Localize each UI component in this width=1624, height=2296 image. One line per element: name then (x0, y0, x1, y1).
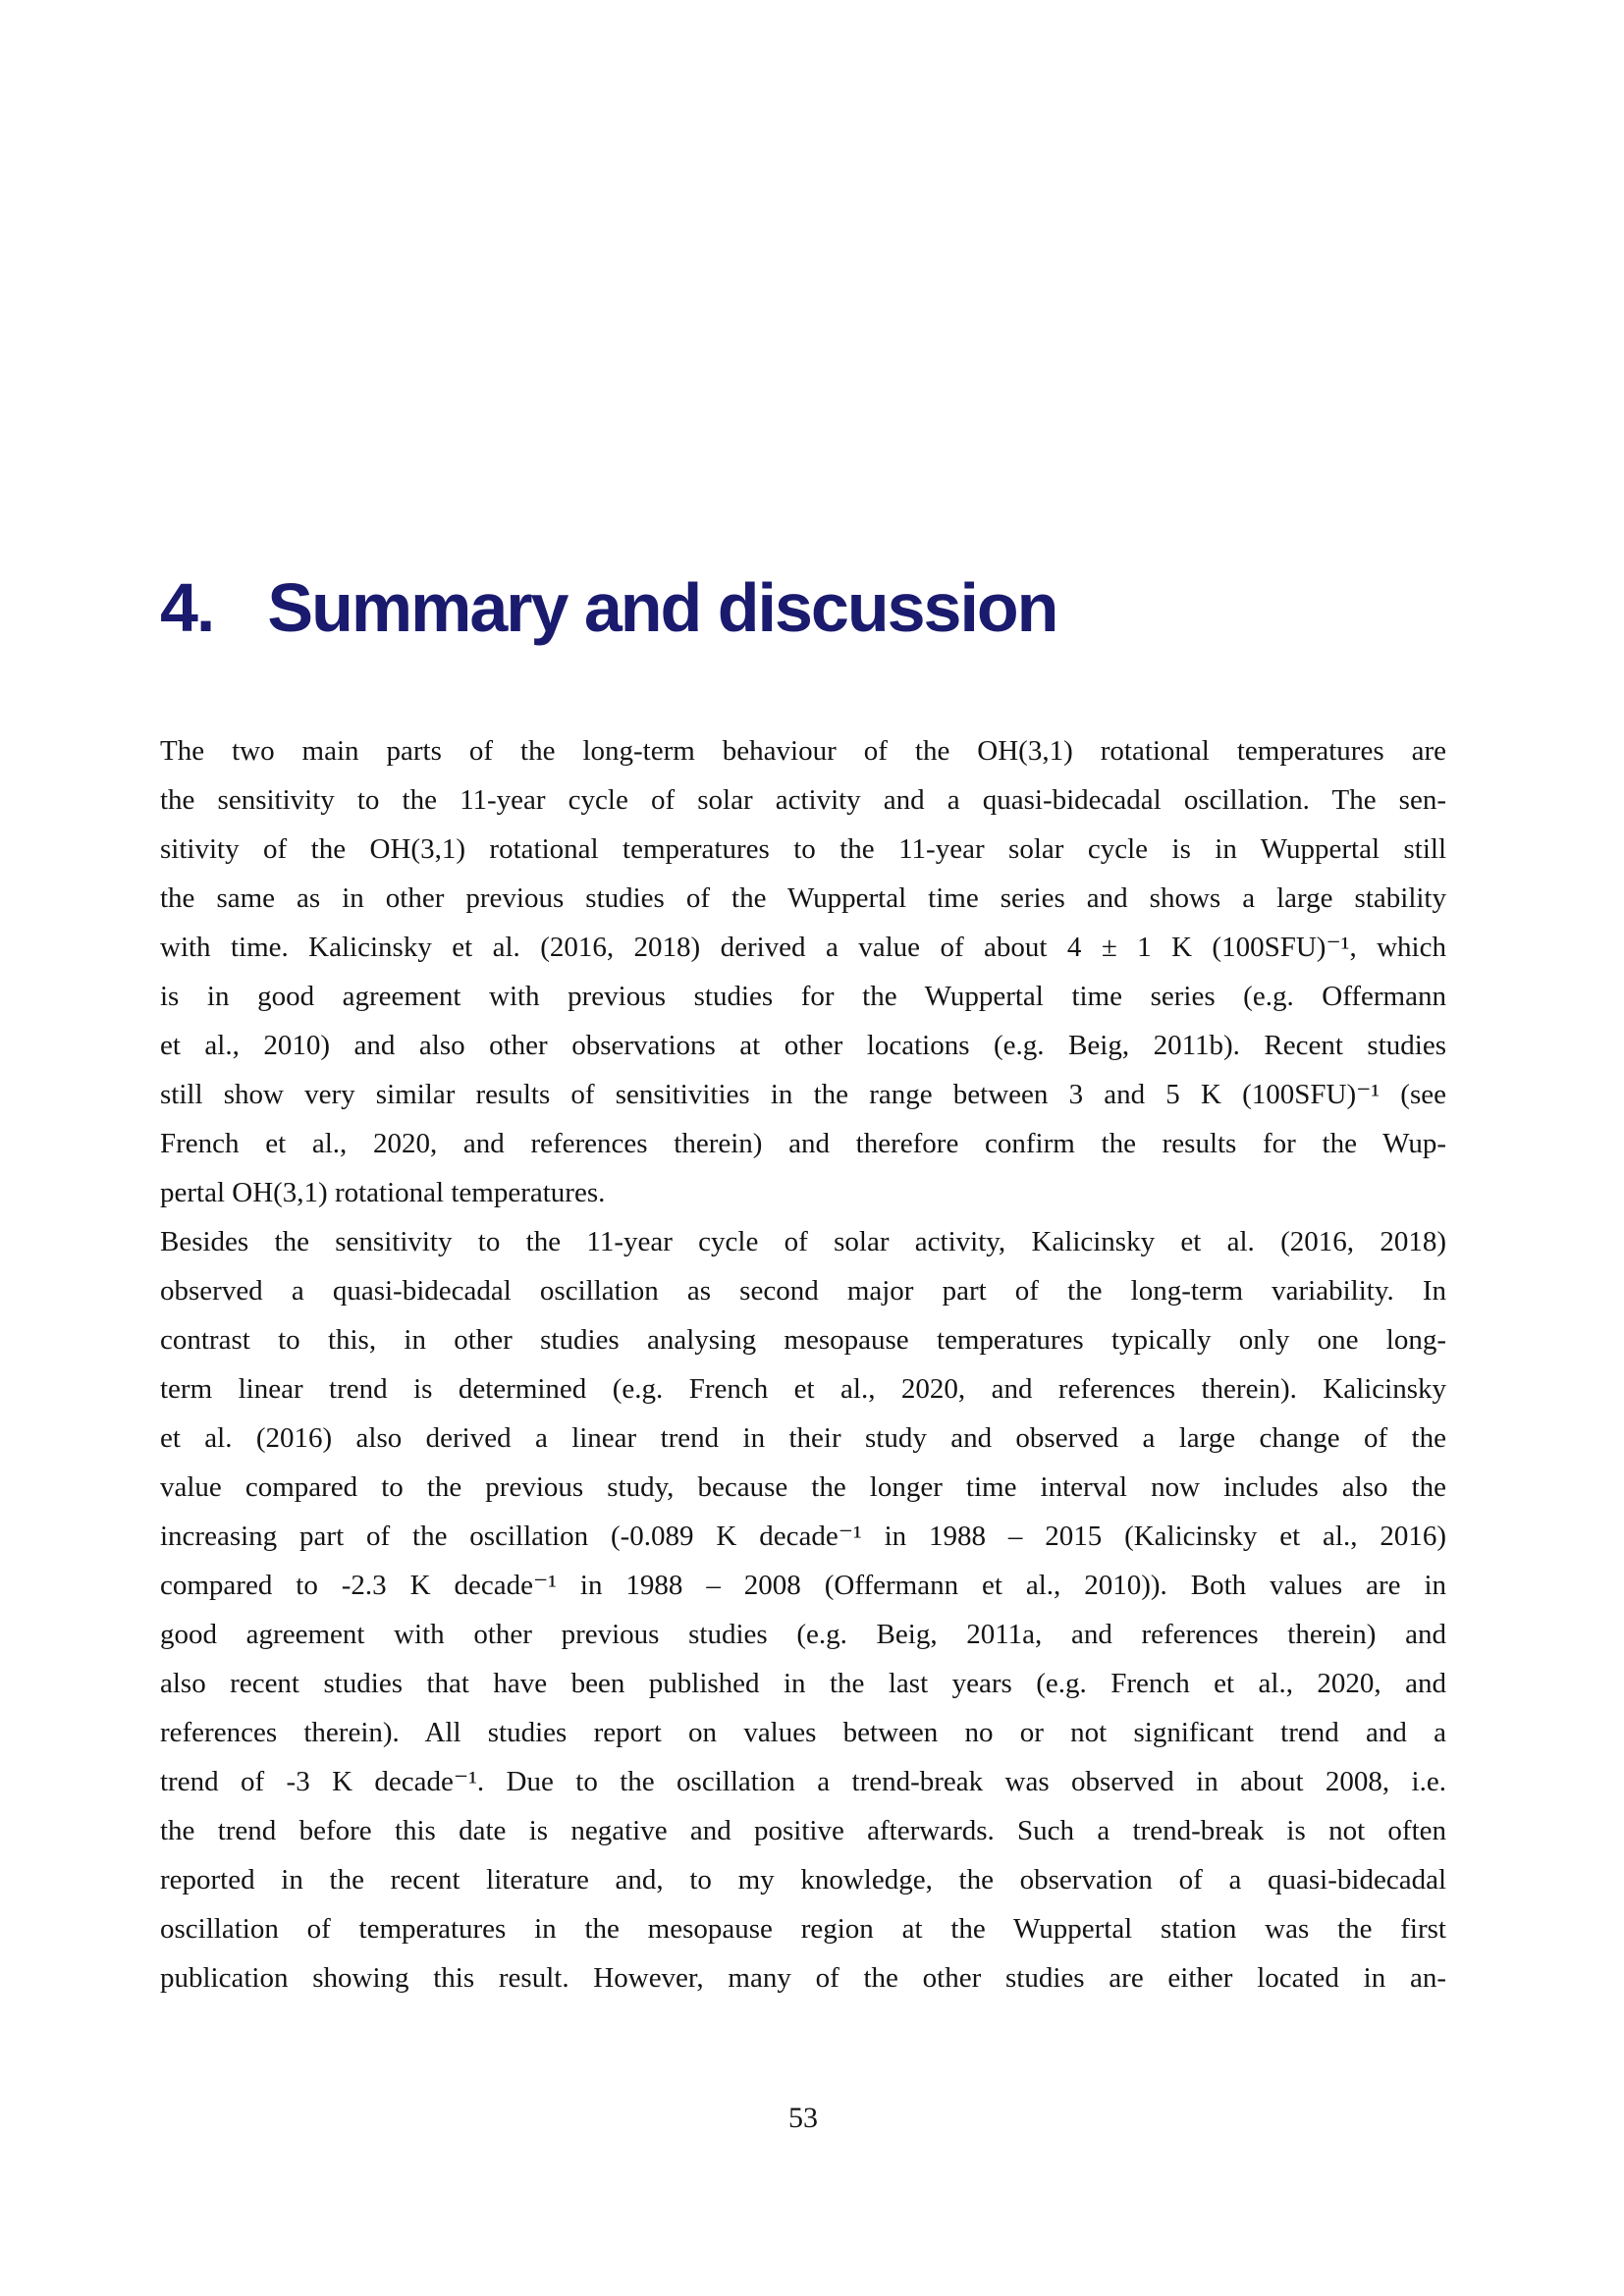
text-line: the trend before this date is negative and positive afterwards. Such a trend-break is not often (160, 1815, 1446, 1846)
text-line: value compared to the previous study, because the longer time interval now includes also the (160, 1471, 1446, 1503)
text-line: the same as in other previous studies of the Wuppertal time series and shows a large stability (160, 882, 1446, 914)
text-line: observed a quasi-bidecadal oscillation as second major part of the long-term variability. In (160, 1275, 1446, 1307)
paragraph (160, 726, 1446, 1217)
text-line: Besides the sensitivity to the 11-year cycle of solar activity, Kalicinsky et al. (2016, 2018) (160, 1226, 1446, 1257)
text-line: pertal OH(3,1) rotational temperatures. (160, 1177, 606, 1208)
page-number: 53 (788, 2102, 818, 2134)
paragraph (160, 1217, 1446, 2002)
text-line: compared to -2.3 K decade⁻¹ in 1988 – 2008 (Offermann et al., 2010)). Both values are in (160, 1570, 1446, 1601)
chapter-heading (160, 569, 1057, 646)
text-line: et al., 2010) and also other observations at other locations (e.g. Beig, 2011b). Recent studies (160, 1030, 1446, 1061)
text-line: good agreement with other previous studies (e.g. Beig, 2011a, and references therein) and (160, 1619, 1446, 1650)
text-line: still show very similar results of sensitivities in the range between 3 and 5 K (100SFU)⁻¹ (see (160, 1079, 1446, 1110)
text-line: trend of -3 K decade⁻¹. Due to the oscillation a trend-break was observed in about 2008, i.e. (160, 1766, 1446, 1797)
text-line: increasing part of the oscillation (-0.089 K decade⁻¹ in 1988 – 2015 (Kalicinsky et al., 2016) (160, 1521, 1446, 1552)
body-text (160, 726, 1446, 2002)
text-line: also recent studies that have been published in the last years (e.g. French et al., 2020, and (160, 1668, 1446, 1699)
text-line: sitivity of the OH(3,1) rotational temperatures to the 11-year solar cycle is in Wuppertal still (160, 833, 1446, 865)
text-line: The two main parts of the long-term behaviour of the OH(3,1) rotational temperatures are (160, 735, 1446, 767)
text-line: French et al., 2020, and references therein) and therefore confirm the results for the Wup- (160, 1128, 1446, 1159)
text-line: the sensitivity to the 11-year cycle of solar activity and a quasi-bidecadal oscillation. The sen- (160, 784, 1446, 816)
text-line: reported in the recent literature and, to my knowledge, the observation of a quasi-bidecadal (160, 1864, 1446, 1896)
text-line: with time. Kalicinsky et al. (2016, 2018) derived a value of about 4 ± 1 K (100SFU)⁻¹, which (160, 932, 1446, 963)
text-line: et al. (2016) also derived a linear trend in their study and observed a large change of the (160, 1422, 1446, 1454)
text-line: contrast to this, in other studies analysing mesopause temperatures typically only one long- (160, 1324, 1446, 1356)
chapter-title: Summary and discussion (267, 569, 1057, 646)
text-line: term linear trend is determined (e.g. French et al., 2020, and references therein). Kalicinsky (160, 1373, 1446, 1405)
chapter-number: 4. (160, 569, 214, 646)
text-line: oscillation of temperatures in the mesopause region at the Wuppertal station was the first (160, 1913, 1446, 1945)
text-line: references therein). All studies report on values between no or not significant trend and a (160, 1717, 1446, 1748)
text-line: publication showing this result. However, many of the other studies are either located in an- (160, 1962, 1446, 1994)
text-line: is in good agreement with previous studies for the Wuppertal time series (e.g. Offermann (160, 981, 1446, 1012)
